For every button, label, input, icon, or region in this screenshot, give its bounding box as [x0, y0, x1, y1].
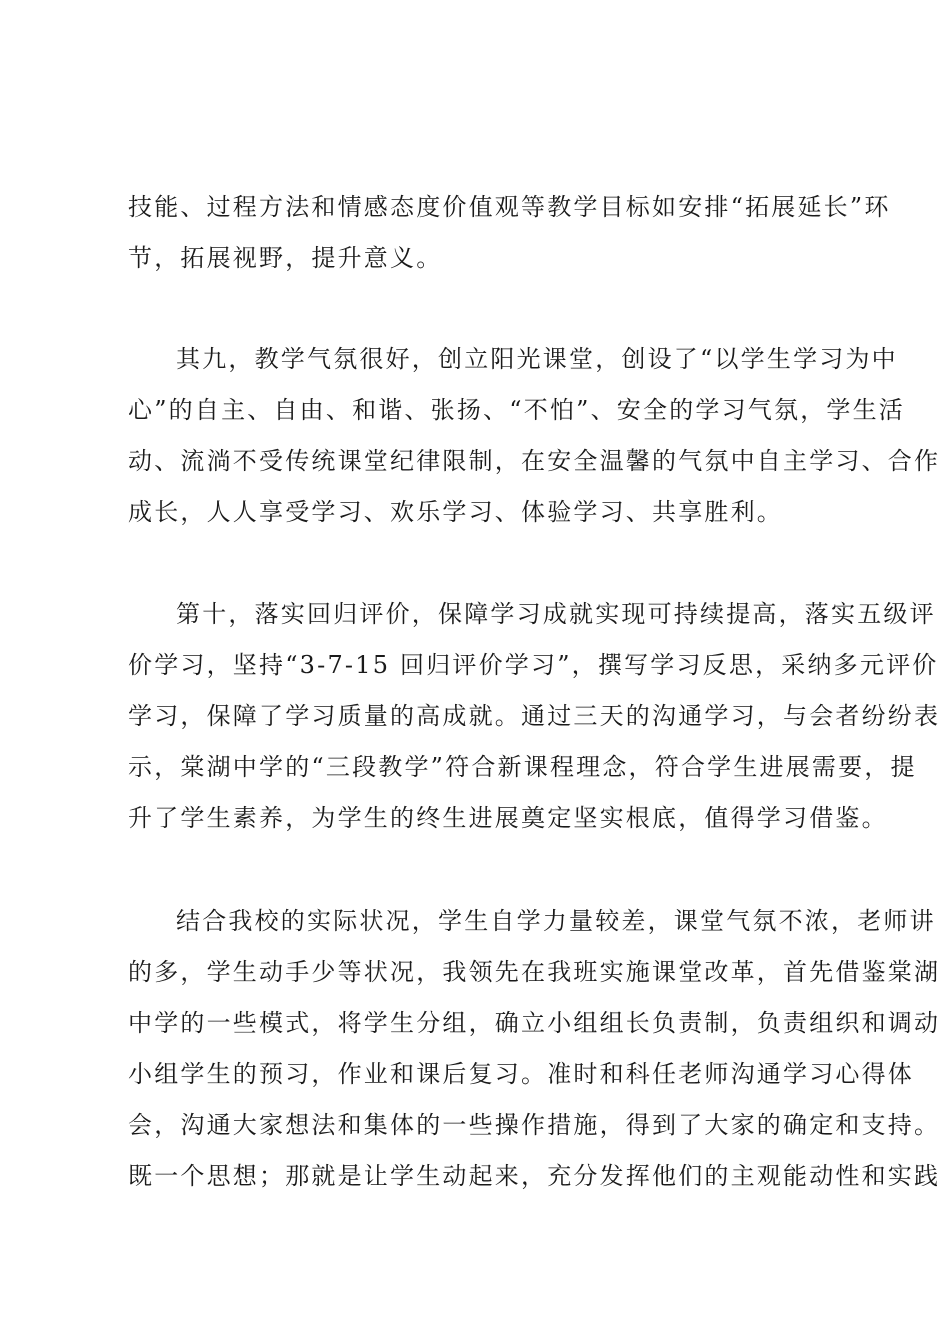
text-line: 第十，落实回归评价，保障学习成就实现可持续提高，落实五级评	[176, 600, 936, 628]
text-line: 其九，教学气氛很好，创立阳光课堂，创设了“以学生学习为中	[176, 345, 898, 373]
text-line: 会，沟通大家想法和集体的一些操作措施，得到了大家的确定和支持。	[128, 1111, 941, 1139]
text-line: 结合我校的实际状况，学生自学力量较差，课堂气氛不浓，老师讲	[176, 907, 936, 935]
text-line: 示，棠湖中学的“三段教学”符合新课程理念，符合学生进展需要，提	[128, 753, 917, 781]
paragraph-continuation	[128, 182, 891, 284]
text-line: 心”的自主、自由、和谐、张扬、“不怕”、安全的学习气氛，学生活	[128, 396, 906, 424]
text-line: 成长，人人享受学习、欢乐学习、体验学习、共享胜利。	[128, 498, 783, 526]
text-line: 学习，保障了学习质量的高成就。通过三天的沟通学习，与会者纷纷表	[128, 702, 941, 730]
text-line: 中学的一些模式，将学生分组，确立小组组长负责制，负责组织和调动	[128, 1009, 941, 1037]
text-line: 动、流淌不受传统课堂纪律限制，在安全温馨的气氛中自主学习、合作	[128, 447, 941, 475]
paragraph-school-practice	[128, 896, 941, 1202]
paragraph-ninth	[128, 334, 941, 538]
text-line: 节，拓展视野，提升意义。	[128, 244, 443, 272]
text-line: 价学习，坚持“3-7-15 回归评价学习”，撰写学习反思，采纳多元评价	[128, 651, 939, 679]
text-line: 小组学生的预习，作业和课后复习。准时和科任老师沟通学习心得体	[128, 1060, 914, 1088]
paragraph-tenth	[128, 589, 941, 844]
text-line: 升了学生素养，为学生的终生进展奠定坚实根底，值得学习借鉴。	[128, 804, 888, 832]
text-line: 的多，学生动手少等状况，我领先在我班实施课堂改革，首先借鉴棠湖	[128, 958, 941, 986]
text-line: 技能、过程方法和情感态度价值观等教学目标如安排“拓展延长”环	[128, 193, 891, 221]
text-line: 既一个思想；那就是让学生动起来，充分发挥他们的主观能动性和实践	[128, 1162, 941, 1190]
